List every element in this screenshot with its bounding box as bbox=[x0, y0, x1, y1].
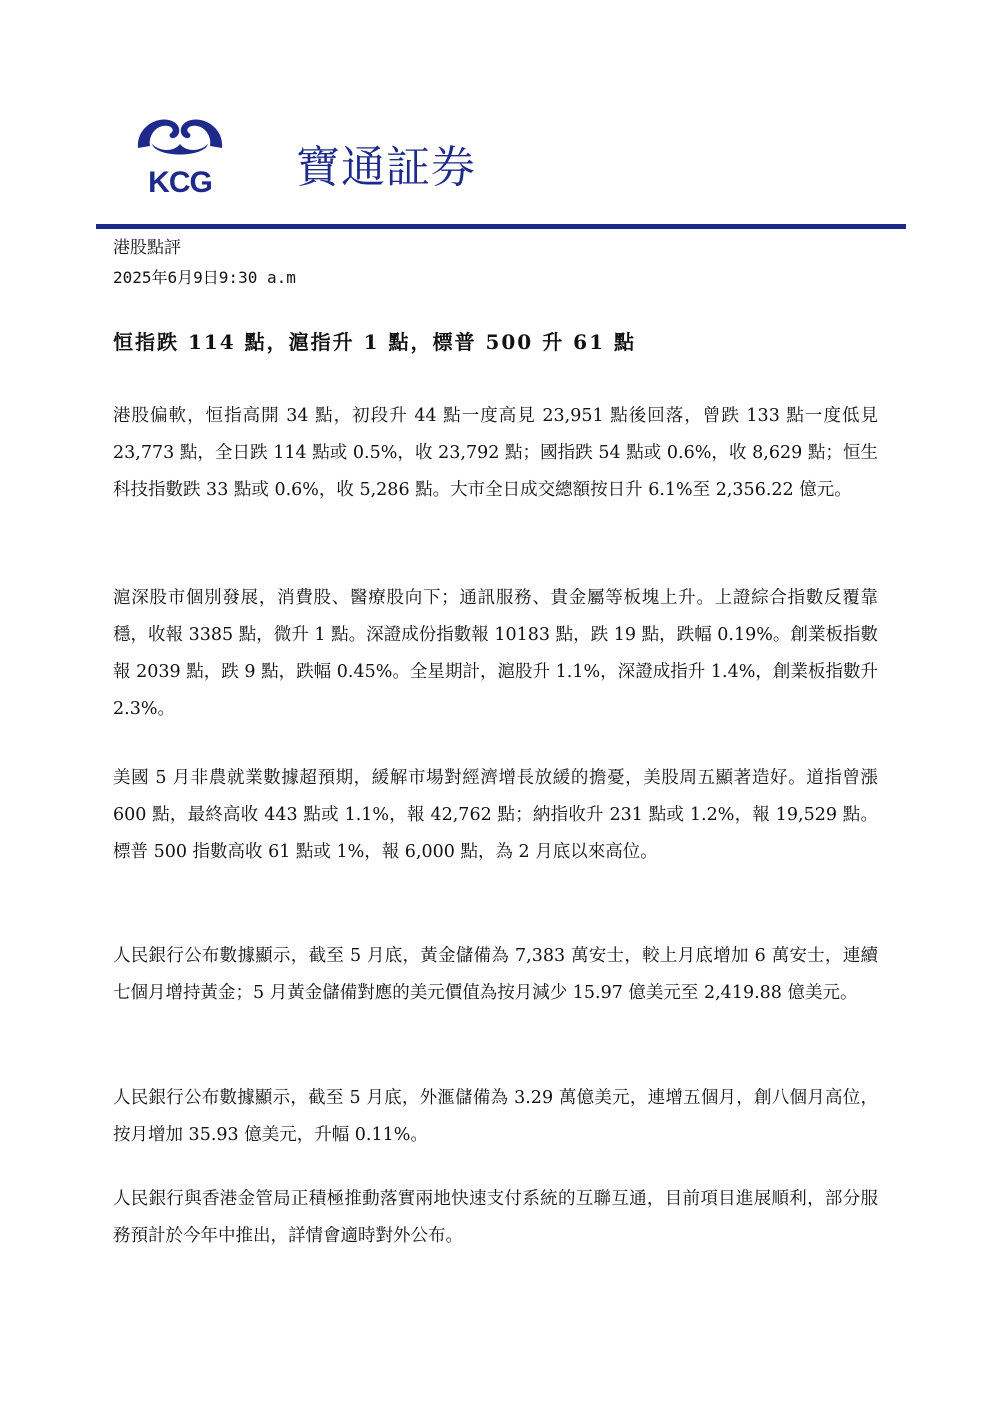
kcg-logo-icon bbox=[130, 108, 230, 200]
header-divider bbox=[96, 224, 906, 229]
report-datetime: 2025年6月9日9:30 a.m bbox=[113, 268, 296, 287]
paragraph-payment-connect: 人民銀行與香港金管局正積極推動落實兩地快速支付系統的互聯互通，目前項目進展順利，部分服務預計於今年中推出，詳情會適時對外公布。 bbox=[113, 1189, 878, 1246]
paragraph-us-market: 美國 5 月非農就業數據超預期，緩解市場對經濟增長放緩的擔憂，美股周五顯著造好。道指曾漲 600 點，最終高收 443 點或 1.1%，報 42,762 點；納指收升 231 點或 1.2%，報 19,529 點。標普 500 指數高收 61 點或 1%，報 6,000 點，為 2 月底以來高位。 bbox=[113, 768, 878, 862]
paragraph-gold-reserves: 人民銀行公布數據顯示，截至 5 月底，黃金儲備為 7,383 萬安士，較上月底增加 6 萬安士，連續七個月增持黃金；5 月黃金儲備對應的美元價值為按月減少 15.97 億美元至 2,419.88 億美元。 bbox=[113, 946, 878, 1003]
paragraph-fx-reserves: 人民銀行公布數據顯示，截至 5 月底，外滙儲備為 3.29 萬億美元，連增五個月，創八個月高位，按月增加 35.93 億美元，升幅 0.11%。 bbox=[113, 1088, 878, 1145]
paragraph-hk-market: 港股偏軟，恒指高開 34 點，初段升 44 點一度高見 23,951 點後回落，曾跌 133 點一度低見 23,773 點，全日跌 114 點或 0.5%，收 23,792 點；國指跌 54 點或 0.6%，收 8,629 點；恒生科技指數跌 33 點或 0.6%，收 5,286 點。大市全日成交總額按日升 6.1%至 2,356.22 億元。 bbox=[113, 406, 878, 500]
svg-text:KCG: KCG bbox=[148, 166, 212, 199]
company-logo bbox=[130, 108, 230, 200]
paragraph-china-market: 滬深股市個別發展，消費股、醫療股向下；通訊服務、貴金屬等板塊上升。上證綜合指數反覆靠穩，收報 3385 點，微升 1 點。深證成份指數報 10183 點，跌 19 點，跌幅 0.19%。創業板指數報 2039 點，跌 9 點，跌幅 0.45%。全星期計，滬股升 1.1%，深證成指升 1.4%，創業板指數升 2.3%。 bbox=[113, 588, 878, 719]
headline: 恒指跌 114 點，滬指升 1 點，標普 500 升 61 點 bbox=[113, 330, 636, 354]
report-category: 港股點評 bbox=[113, 238, 181, 258]
brand-name: 寶通証券 bbox=[296, 142, 476, 193]
